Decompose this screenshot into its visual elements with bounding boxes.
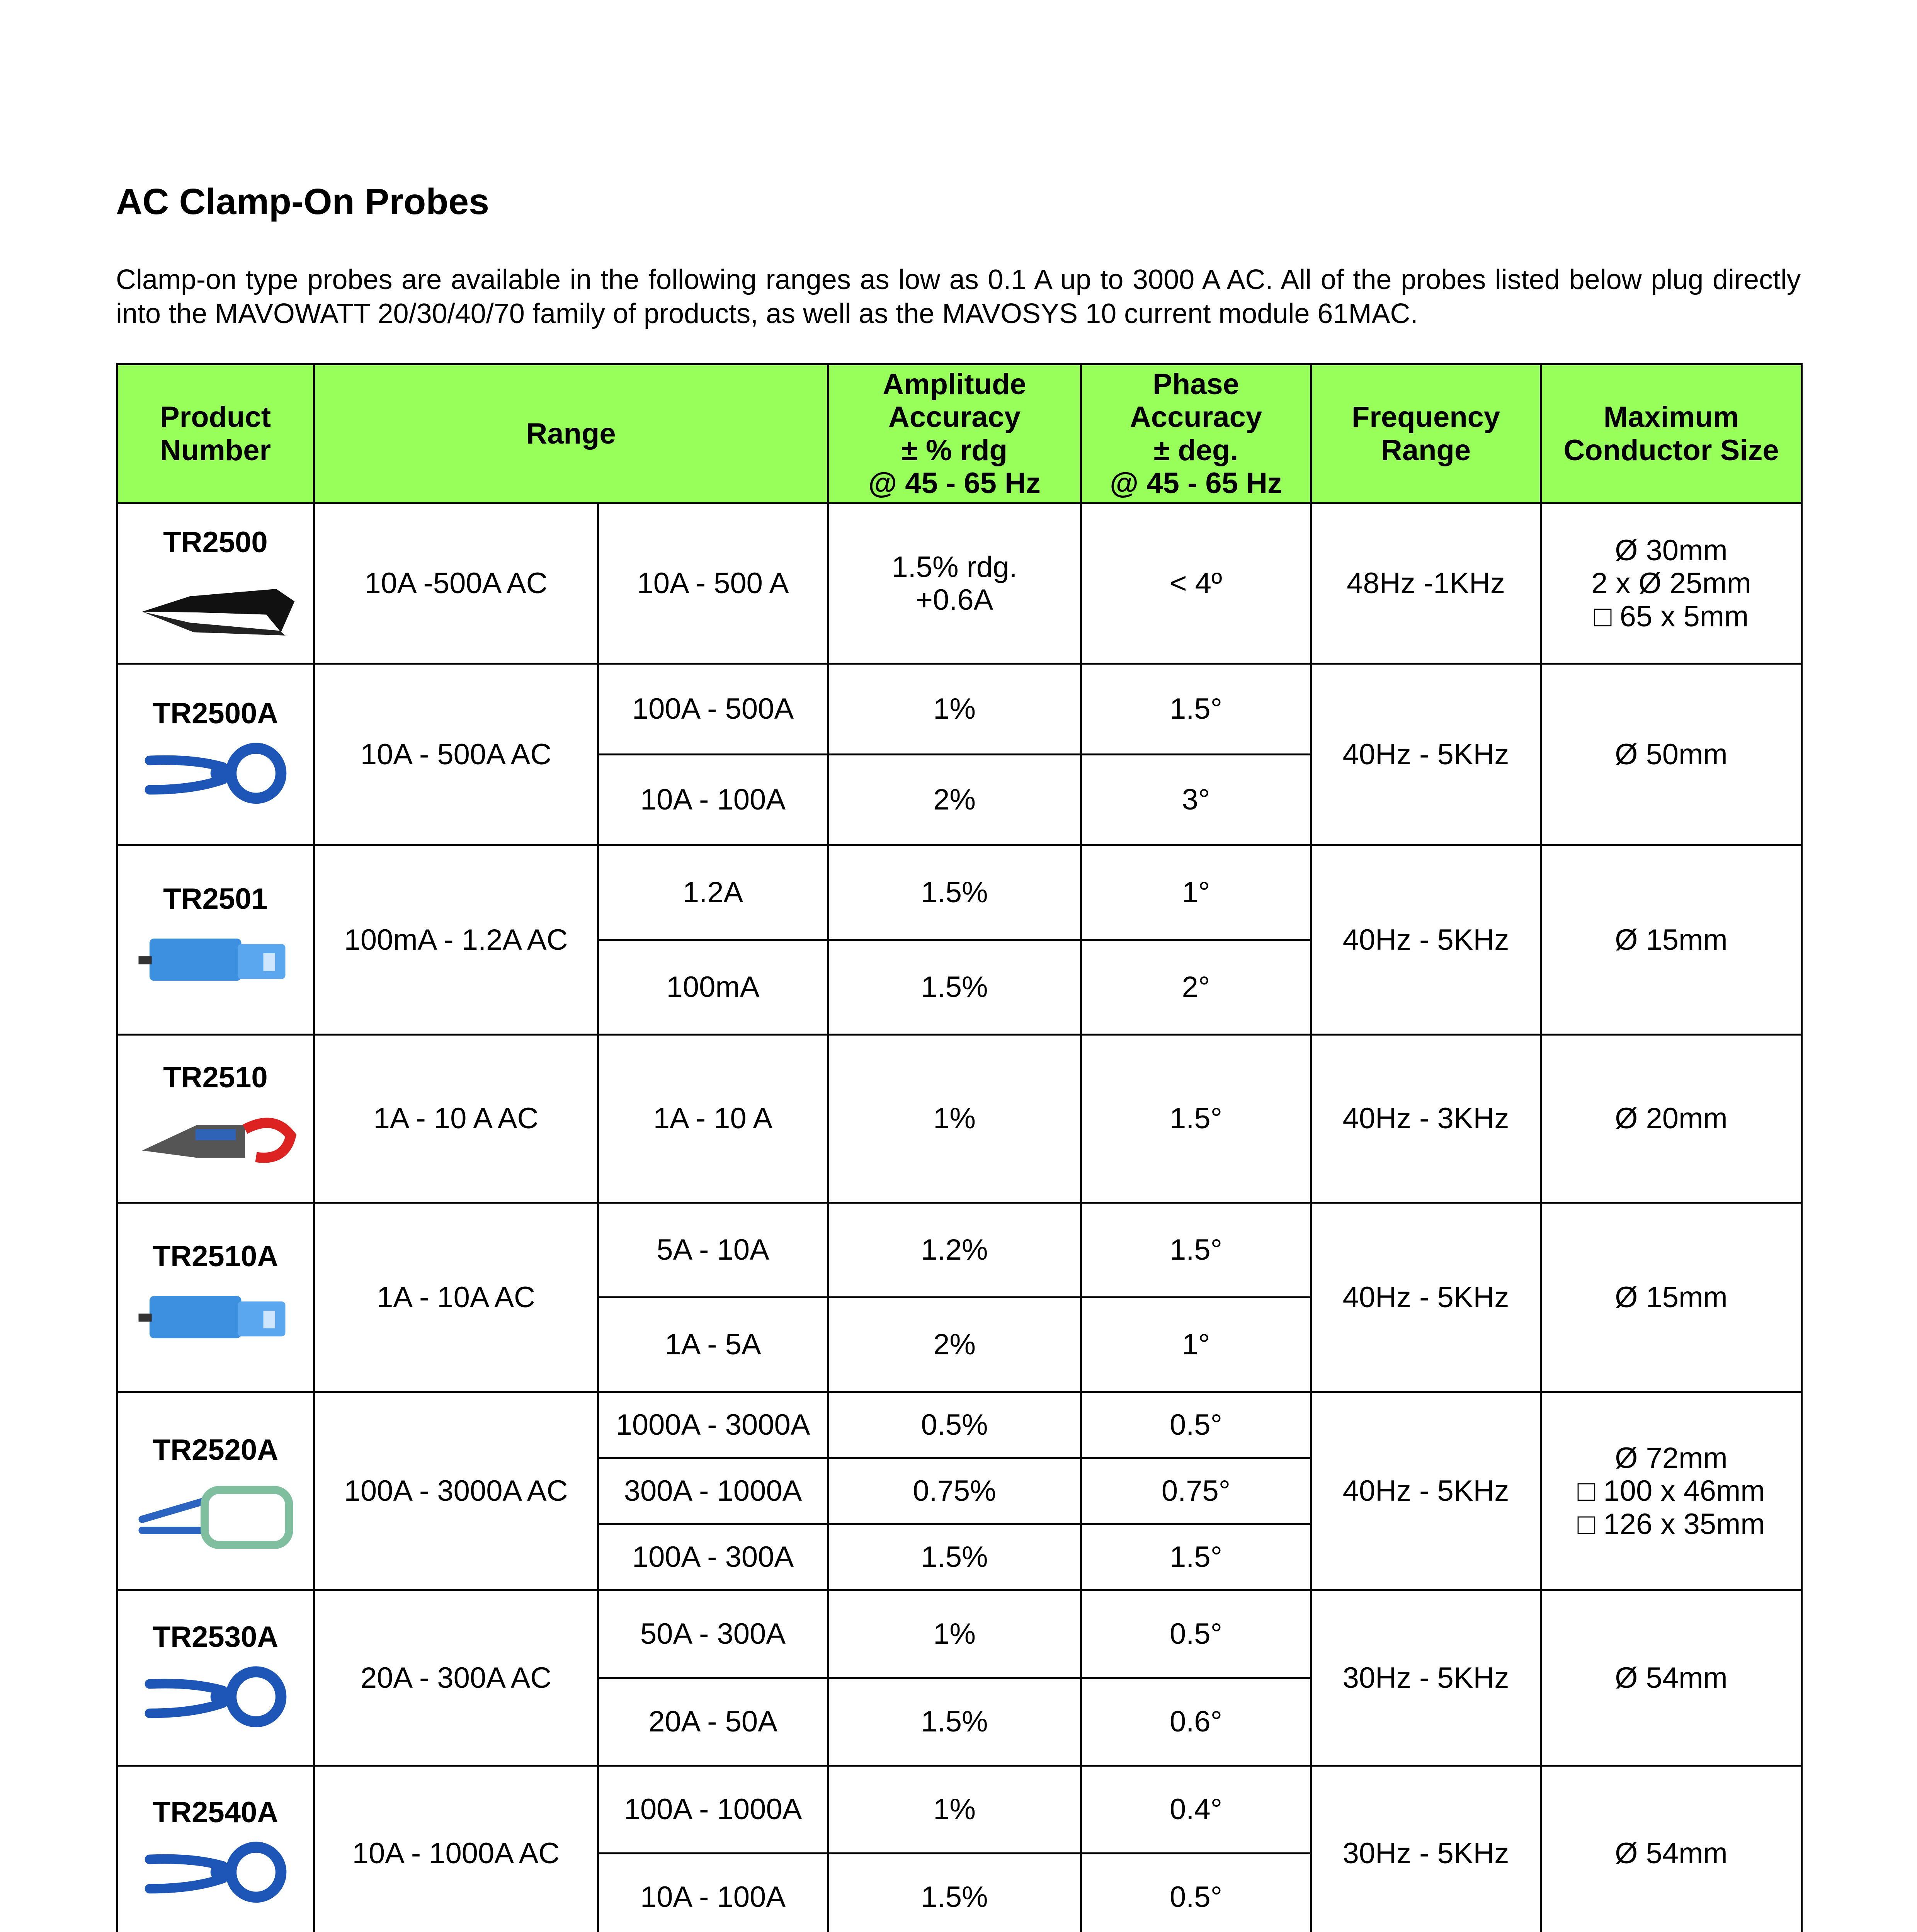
table-row [117,1590,1802,1678]
conductor-size-line: Ø 54mm [1615,1837,1728,1870]
conductor-size-line: Ø 15mm [1615,923,1728,956]
amplitude-accuracy-cell: 1.5% [828,1524,1081,1590]
sub-range-cell: 5A - 10A [598,1203,828,1298]
phase-accuracy-cell: 3° [1081,755,1311,845]
sub-range-cell: 300A - 1000A [598,1458,828,1524]
sub-range-cell: 1000A - 3000A [598,1392,828,1458]
conductor-size-cell [1541,845,1802,1035]
conductor-size-line: Ø 15mm [1615,1281,1728,1314]
blue-loop-clamp-probe-icon [131,1837,301,1911]
sub-range-cell: 20A - 50A [598,1678,828,1766]
phase-accuracy-cell: 1.5° [1081,664,1311,755]
header-amplitude-line: Amplitude [883,368,1026,401]
conductor-size-line: Ø 72mm [1615,1442,1728,1475]
header-phase-line: Phase [1153,368,1239,401]
conductor-size-line: Ø 54mm [1615,1661,1728,1694]
blue-loop-clamp-probe-icon [131,1662,301,1735]
conductor-size-cell [1541,1590,1802,1766]
blue-loop-clamp-probe-icon [131,738,301,812]
sub-range-cell: 10A - 100A [598,1854,828,1932]
product-cell [117,664,314,845]
amplitude-accuracy-cell: 1.5% [828,845,1081,940]
product-number: TR2520A [152,1434,279,1467]
phase-accuracy-cell: 0.6° [1081,1678,1311,1766]
conductor-size-line: Ø 20mm [1615,1102,1728,1135]
amplitude-accuracy-cell: 1.5% [828,1678,1081,1766]
conductor-size-line: □ 126 x 35mm [1577,1507,1765,1541]
phase-accuracy-cell: 1.5° [1081,1524,1311,1590]
amplitude-accuracy-cell: 1.5% rdg. +0.6A [828,503,1081,664]
blue-box-clamp-probe-icon [131,924,301,997]
table-header-row [117,364,1802,503]
conductor-size-cell [1541,1203,1802,1392]
table-row [117,1392,1802,1458]
phase-accuracy-cell: 2° [1081,940,1311,1035]
frequency-range-cell: 40Hz - 5KHz [1311,1392,1541,1590]
sub-range-cell: 100A - 1000A [598,1766,828,1854]
conductor-size-line: Ø 50mm [1615,738,1728,771]
table-row [117,1035,1802,1203]
range-cell: 10A - 1000A AC [314,1766,598,1932]
conductor-size-line: 2 x Ø 25mm [1591,567,1751,600]
range-cell: 10A -500A AC [314,503,598,664]
product-cell [117,503,314,664]
header-phase-line: @ 45 - 65 Hz [1110,466,1282,500]
sub-range-cell: 100A - 500A [598,664,828,755]
header-max-conductor-size: Maximum Conductor Size [1541,364,1802,503]
sub-range-cell: 100mA [598,940,828,1035]
range-cell: 1A - 10A AC [314,1203,598,1392]
header-amplitude-line: ± % rdg [902,434,1007,467]
gray-red-clamp-probe-icon [131,1103,301,1176]
sub-range-cell: 10A - 100A [598,755,828,845]
range-cell: 100A - 3000A AC [314,1392,598,1590]
conductor-size-line: Ø 30mm [1615,534,1728,567]
product-cell [117,1035,314,1203]
black-jaw-clamp-probe-icon [131,568,301,641]
conductor-size-cell [1541,1766,1802,1932]
sub-range-cell: 100A - 300A [598,1524,828,1590]
large-jaw-clamp-probe-icon [131,1475,301,1549]
product-cell [117,845,314,1035]
product-number: TR2540A [152,1796,279,1829]
product-number: TR2500 [163,526,268,559]
frequency-range-cell: 40Hz - 3KHz [1311,1035,1541,1203]
phase-accuracy-cell: 0.5° [1081,1854,1311,1932]
frequency-range-cell: 30Hz - 5KHz [1311,1766,1541,1932]
phase-accuracy-cell: 1.5° [1081,1203,1311,1298]
header-frequency-range: Frequency Range [1311,364,1541,503]
header-phase-line: Accuracy [1129,401,1262,434]
amplitude-accuracy-cell: 1% [828,1766,1081,1854]
conductor-size-cell [1541,1035,1802,1203]
amplitude-accuracy-cell: 1% [828,1035,1081,1203]
table-row [117,664,1802,755]
range-cell: 100mA - 1.2A AC [314,845,598,1035]
frequency-range-cell: 40Hz - 5KHz [1311,1203,1541,1392]
sub-range-cell: 1.2A [598,845,828,940]
amplitude-accuracy-cell: 2% [828,755,1081,845]
phase-accuracy-cell: 1.5° [1081,1035,1311,1203]
conductor-size-cell [1541,664,1802,845]
phase-accuracy-cell: 0.4° [1081,1766,1311,1854]
product-number: TR2501 [163,882,268,915]
conductor-size-cell [1541,1392,1802,1590]
amplitude-accuracy-cell: 0.5% [828,1392,1081,1458]
phase-accuracy-cell: 1° [1081,845,1311,940]
product-number: TR2510A [152,1240,279,1273]
product-cell [117,1203,314,1392]
probe-spec-table [116,363,1803,1932]
amplitude-accuracy-cell: 1.5% [828,940,1081,1035]
product-cell [117,1590,314,1766]
phase-accuracy-cell: 0.5° [1081,1590,1311,1678]
phase-accuracy-cell: 0.75° [1081,1458,1311,1524]
amplitude-accuracy-cell: 1.5% [828,1854,1081,1932]
table-row [117,1203,1802,1298]
table-row [117,845,1802,940]
header-amplitude-line: @ 45 - 65 Hz [868,466,1041,500]
product-number: TR2500A [152,697,279,730]
page-title: AC Clamp-On Probes [116,181,489,222]
amplitude-accuracy-cell: 0.75% [828,1458,1081,1524]
sub-range-cell: 1A - 5A [598,1298,828,1392]
phase-accuracy-cell: 0.5° [1081,1392,1311,1458]
sub-range-cell: 1A - 10 A [598,1035,828,1203]
product-cell [117,1392,314,1590]
product-cell [117,1766,314,1932]
phase-accuracy-cell: < 4º [1081,503,1311,664]
product-number: TR2510 [163,1061,268,1094]
amplitude-accuracy-cell: 1% [828,1590,1081,1678]
header-phase-accuracy [1081,364,1311,503]
amplitude-accuracy-cell: 1% [828,664,1081,755]
table-row [117,503,1802,664]
frequency-range-cell: 40Hz - 5KHz [1311,845,1541,1035]
table-row [117,1766,1802,1854]
header-phase-line: ± deg. [1153,434,1238,467]
conductor-size-cell [1541,503,1802,664]
frequency-range-cell: 30Hz - 5KHz [1311,1590,1541,1766]
conductor-size-line: □ 100 x 46mm [1577,1475,1765,1508]
amplitude-accuracy-cell: 2% [828,1298,1081,1392]
header-amplitude-line: Accuracy [888,401,1021,434]
header-product-number: Product Number [117,364,314,503]
intro-paragraph: Clamp-on type probes are available in the following ranges as low as 0.1 A up to 3000 A AC. All of the probes listed below plug directly into the MAVOWATT 20/30/40/70 family of products, as well as the MAVOSYS 10 current module 61MAC. [116,264,1801,329]
sub-range-cell: 50A - 300A [598,1590,828,1678]
range-cell: 20A - 300A AC [314,1590,598,1766]
product-number: TR2530A [152,1620,279,1653]
frequency-range-cell: 48Hz -1KHz [1311,503,1541,664]
conductor-size-line: □ 65 x 5mm [1594,600,1749,633]
range-cell: 1A - 10 A AC [314,1035,598,1203]
range-cell: 10A - 500A AC [314,664,598,845]
phase-accuracy-cell: 1° [1081,1298,1311,1392]
header-range: Range [314,364,828,503]
frequency-range-cell: 40Hz - 5KHz [1311,664,1541,845]
blue-box-clamp-probe-icon [131,1281,301,1355]
sub-range-cell: 10A - 500 A [598,503,828,664]
header-amplitude-accuracy [828,364,1081,503]
amplitude-accuracy-cell: 1.2% [828,1203,1081,1298]
